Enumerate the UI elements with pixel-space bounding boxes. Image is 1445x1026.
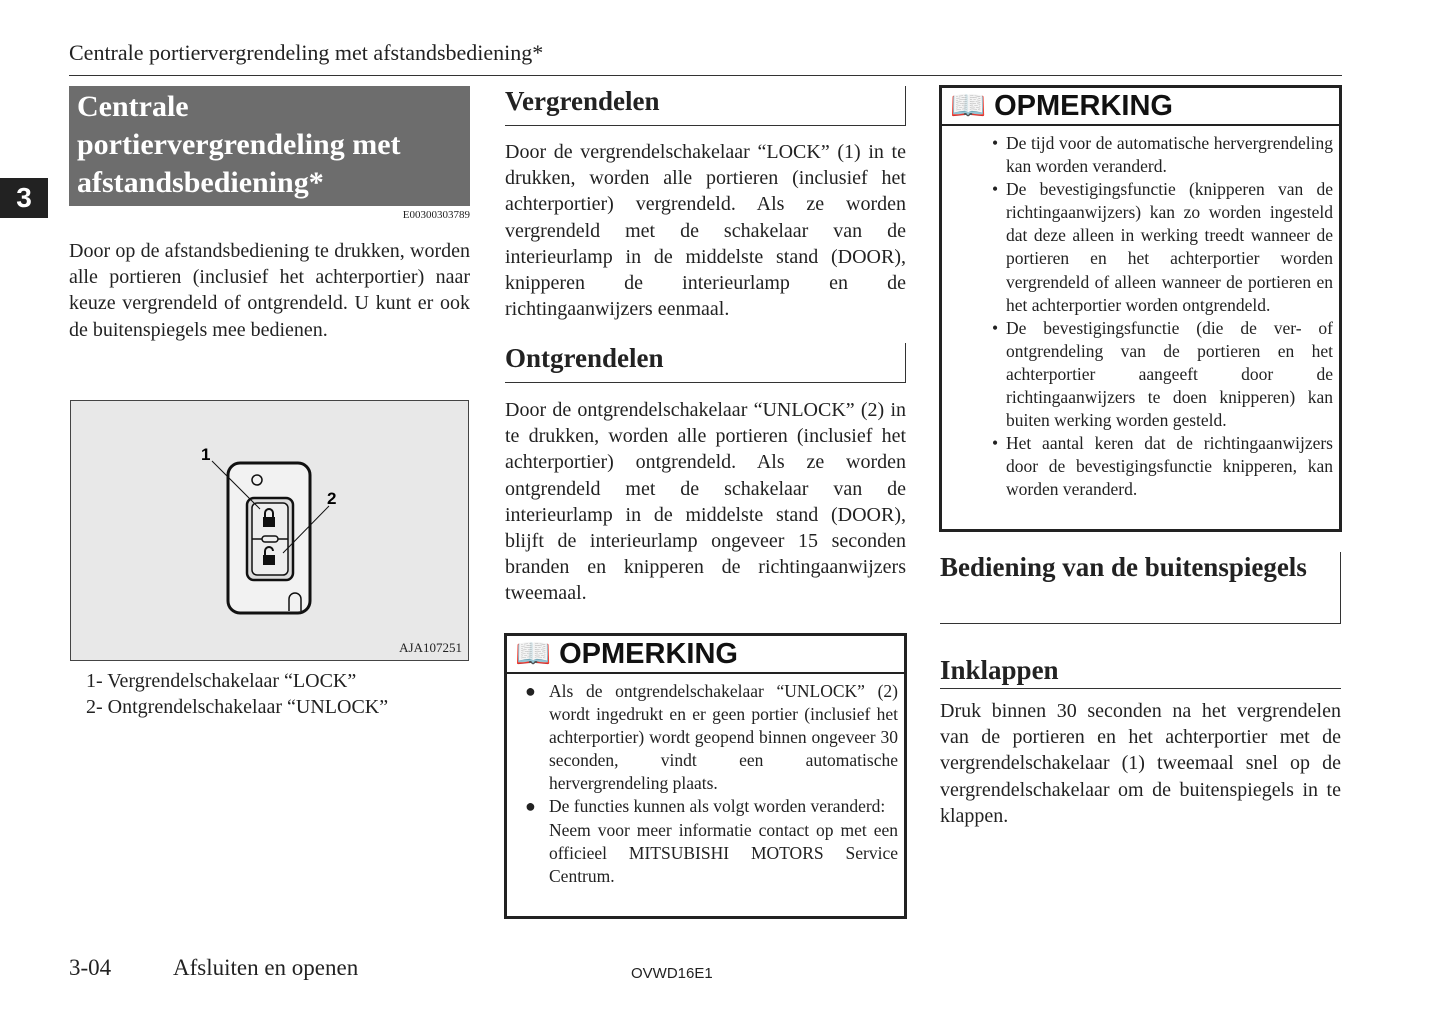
figure-code: AJA107251 xyxy=(399,640,462,655)
book-icon: 📖 xyxy=(515,638,552,670)
section-code: E00300303789 xyxy=(402,209,470,221)
note-item: • De bevestigingsfunctie (knipperen van de richtingaanwijzers) kan zo worden ingesteld dat deze alleen in werking treedt wanneer de portieren en het achterportier worden vergrendeld of alleen wanneer de portieren en het achterportier worden ontgrendeld. xyxy=(988,178,1333,317)
note-item: • Het aantal keren dat de richtingaanwijzers door de bevestigingsfunctie knipperen, kan worden veranderd. xyxy=(988,432,1333,501)
running-header: Centrale portiervergrendeling met afstandsbediening* xyxy=(69,40,544,65)
doc-code: OVWD16E1 xyxy=(631,965,713,982)
unlock-paragraph: Door de ontgrendelschakelaar “UNLOCK” (2) in te drukken, worden alle portieren (inclusief het achterportier) ontgrendeld. Als ze worden ontgrendeld met de schakelaar van de interieurlamp in de middelste stand (DOOR), blijft de interieurlamp ongeveer 15 seconden branden en knipperen de richtingaanwijzers tweemaal. xyxy=(505,399,906,605)
callout-2: 2 xyxy=(327,489,337,508)
note-box-unlock xyxy=(504,633,907,919)
remote-key-figure xyxy=(70,400,469,661)
callout-1: 1 xyxy=(201,445,211,464)
caption-1: 1- Vergrendelschakelaar “LOCK” xyxy=(86,670,357,692)
note-box-right xyxy=(939,85,1342,532)
heading-fold: Inklappen xyxy=(940,655,1341,689)
header-rule xyxy=(69,75,1342,76)
note-title: OPMERKING xyxy=(559,637,738,670)
section-title: Centrale portiervergrendeling met afstandsbediening* xyxy=(69,86,470,206)
mirrors-paragraph: Druk binnen 30 seconden na het vergrendelen van de portieren en het achterportier met de vergrendelschakelaar (1) tweemaal snel op de vergrendelschakelaar om de buitenspiegels in te klappen. xyxy=(940,700,1341,827)
note-item: ● De functies kunnen als volgt worden veranderd: xyxy=(507,795,898,818)
heading-lock: Vergrendelen xyxy=(505,86,906,126)
heading-unlock: Ontgrendelen xyxy=(505,343,906,383)
figure-captions xyxy=(86,668,388,720)
lock-paragraph: Door de vergrendelschakelaar “LOCK” (1) in te drukken, worden alle portieren (inclusief het achterportier) vergrendeld. Als ze worden vergrendeld met de schakelaar van de interieurlamp in de middelste stand (DOOR), knipperen de interieurlamp en de richtingaanwijzers eenmaal. xyxy=(505,141,906,321)
heading-mirrors: Bediening van de buitenspiegels xyxy=(940,552,1341,624)
remote-key-illustration xyxy=(71,401,467,659)
page-number: 3-04 xyxy=(69,955,112,980)
intro-paragraph: Door op de afstandsbediening te drukken, worden alle portieren (inclusief het achterportier) naar keuze vergrendeld of ontgrendeld. U kunt er ook de buitenspiegels mee bedienen. xyxy=(69,240,470,341)
chapter-name: Afsluiten en openen xyxy=(173,955,359,980)
book-icon: 📖 xyxy=(950,90,987,122)
note-item: • De bevestigingsfunctie (die de ver- of ontgrendeling van de portieren en het achterportier aangeeft door de richtingaanwijzers te doen knipperen) kan buiten werking worden gesteld. xyxy=(988,317,1333,432)
chapter-tab: 3 xyxy=(0,178,48,218)
note-extra: Neem voor meer informatie contact op met een officieel MITSUBISHI MOTORS Service Centrum. xyxy=(549,819,898,886)
caption-2: 2- Ontgrendelschakelaar “UNLOCK” xyxy=(86,696,389,718)
note-item: ● Als de ontgrendelschakelaar “UNLOCK” (2) wordt ingedrukt en er geen portier (inclusief het achterportier) wordt geopend binnen ongeveer 30 seconden, vindt een automatische hervergrendeling plaats. xyxy=(507,680,898,795)
note-item: • De tijd voor de automatische hervergrendeling kan worden veranderd. xyxy=(988,132,1333,178)
note-title: OPMERKING xyxy=(994,89,1173,122)
